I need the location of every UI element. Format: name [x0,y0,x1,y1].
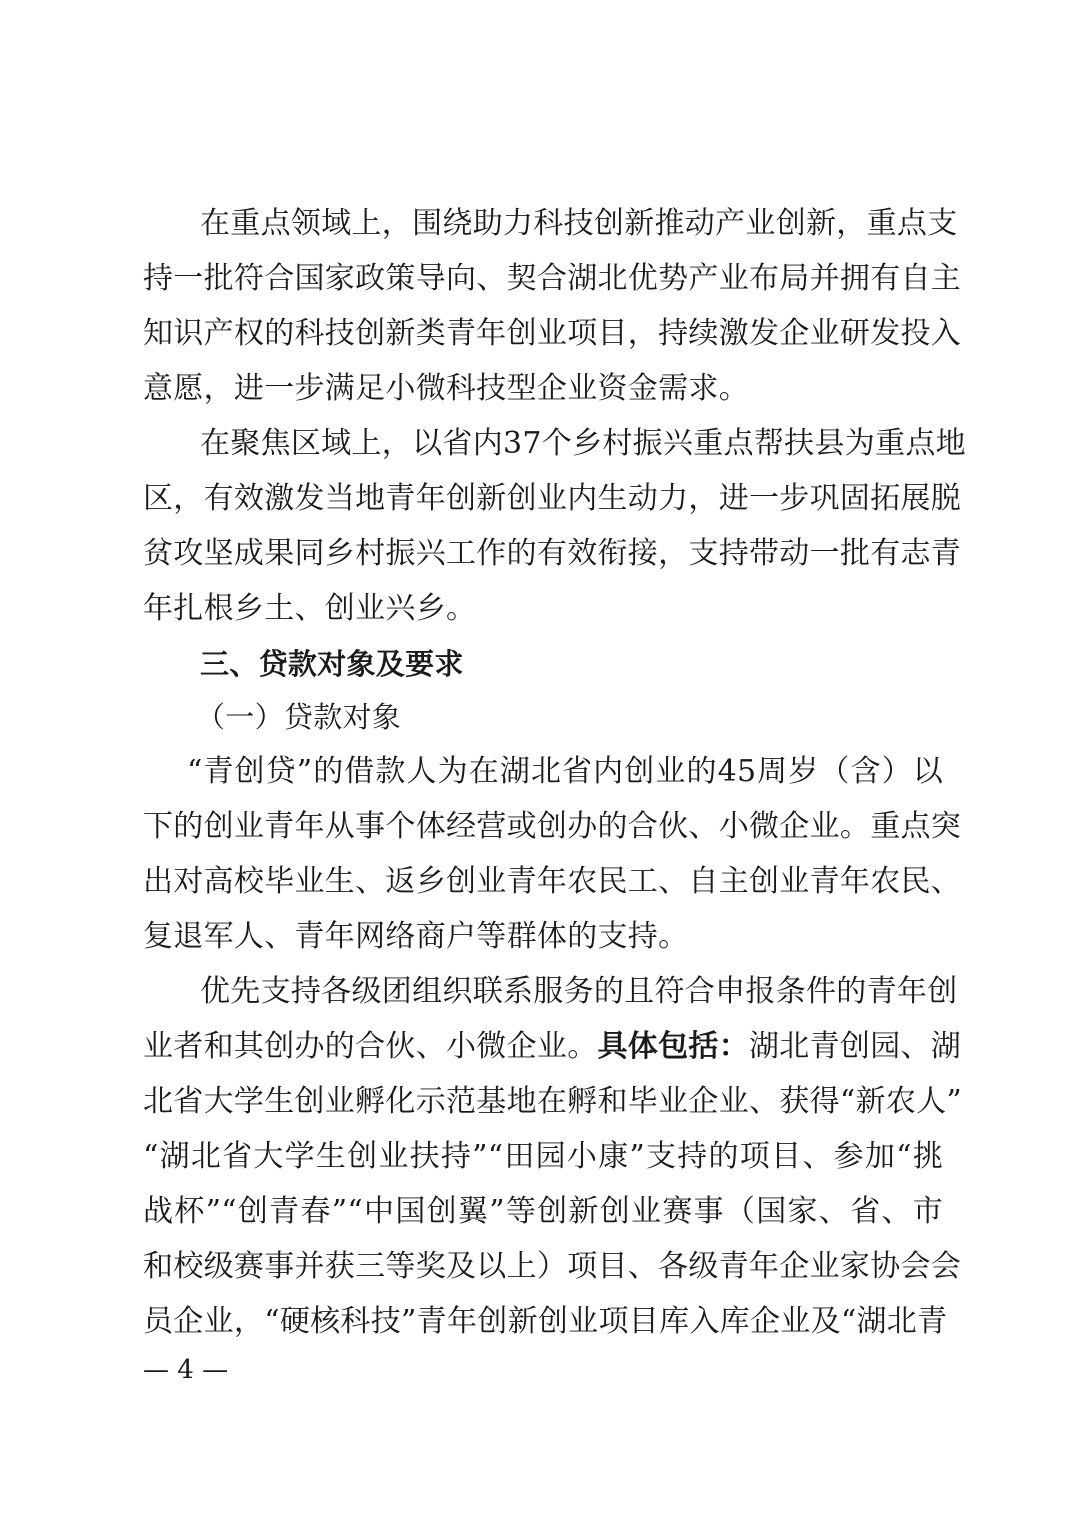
paragraph-1-line-4: 意愿，进一步满足小微科技型企业资金需求。 [143,371,749,406]
paragraph-1-line-3: 知识产权的科技创新类青年创业项目，持续激发企业研发投入 [143,316,962,351]
paragraph-4-line-2-prefix: 业者和其创办的合伙、小微企业。 [143,1029,598,1064]
paragraph-4-line-1: 优先支持各级团组织联系服务的且符合申报条件的青年创 [200,974,958,1009]
paragraph-4-line-5: 战杯”“创青春”“中国创翼”等创新创业赛事（国家、省、市 [143,1194,943,1229]
paragraph-4-bold-label: 具体包括： [597,1029,749,1064]
paragraph-1-line-1: 在重点领域上，围绕助力科技创新推动产业创新，重点支 [200,206,958,241]
paragraph-4-line-6: 和校级赛事并获三等奖及以上）项目、各级青年企业家协会会 [143,1249,962,1284]
paragraph-2-line-1: 在聚焦区域上，以省内37个乡村振兴重点帮扶县为重点地 [200,426,966,461]
paragraph-4-line-3: 北省大学生创业孵化示范基地在孵和毕业企业、获得“新农人” [143,1084,963,1119]
paragraph-4-line-2 [143,1020,962,1074]
paragraph-4-line-7: 员企业，“硬核科技”青年创新创业项目库入库企业及“湖北青 [143,1304,948,1339]
paragraph-1-line-2: 持一批符合国家政策导向、契合湖北优势产业布局并拥有自主 [143,261,962,296]
section-heading: 三、贷款对象及要求 [200,647,464,681]
subsection-heading: （一）贷款对象 [196,700,402,734]
paragraph-3-line-3: 出对高校毕业生、返乡创业青年农民工、自主创业青年农民、 [143,864,962,899]
paragraph-2-line-3: 贫攻坚成果同乡村振兴工作的有效衔接，支持带动一批有志青 [143,536,962,571]
paragraph-2-line-2: 区，有效激发当地青年创新创业内生动力，进一步巩固拓展脱 [143,481,962,516]
paragraph-3-line-1: “青创贷”的借款人为在湖北省内创业的45周岁（含）以 [187,754,943,789]
paragraph-3-line-2: 下的创业青年从事个体经营或创办的合伙、小微企业。重点突 [143,809,962,844]
paragraph-3-line-4: 复退军人、青年网络商户等群体的支持。 [143,919,689,954]
paragraph-2-line-4: 年扎根乡土、创业兴乡。 [143,591,477,626]
paragraph-4-line-2-suffix: 湖北青创园、湖 [749,1029,962,1064]
page-number: — 4 — [143,1355,229,1385]
paragraph-4-line-4: “湖北省大学生创业扶持”“田园小康”支持的项目、参加“挑 [143,1139,943,1174]
